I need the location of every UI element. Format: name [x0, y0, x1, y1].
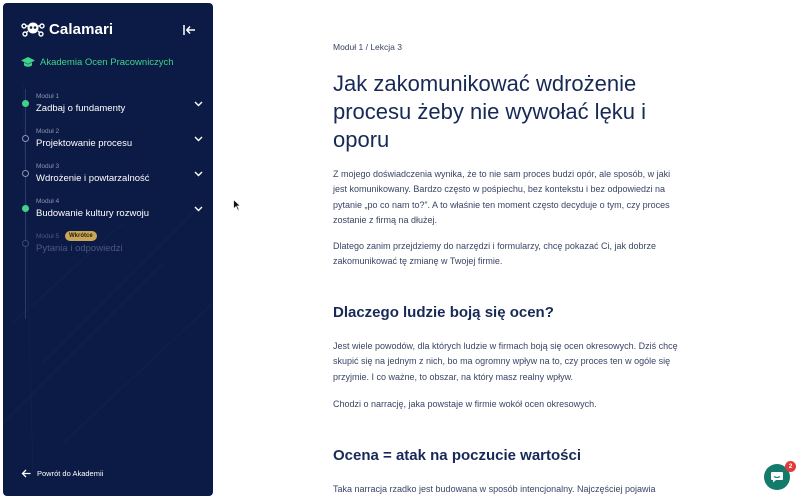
- module-title: Wdrożenie i powtarzalność: [36, 173, 150, 184]
- back-to-academy-link[interactable]: [21, 469, 103, 478]
- module-status-open: [22, 135, 29, 142]
- collapse-sidebar-icon[interactable]: [181, 22, 197, 38]
- module-item-3[interactable]: [3, 159, 213, 194]
- module-status-done: [22, 205, 29, 212]
- academy-link[interactable]: [21, 56, 174, 68]
- module-number: Moduł 4: [36, 198, 60, 205]
- graduation-cap-icon: [21, 56, 35, 68]
- chat-bubble-icon: [770, 470, 784, 484]
- chevron-down-icon[interactable]: [194, 136, 203, 142]
- academy-label: Akademia Ocen Pracowniczych: [40, 56, 174, 68]
- module-number: Moduł 1: [36, 93, 60, 100]
- section-heading: Dlaczego ludzie boją się ocen?: [333, 304, 554, 321]
- chevron-down-icon[interactable]: [194, 206, 203, 212]
- arrow-left-icon: [21, 469, 31, 478]
- module-status-done: [22, 100, 29, 107]
- module-list: [3, 89, 213, 264]
- lesson-title: Jak zakomunikować wdrożenie procesu żeby nie wywołać lęku i oporu: [333, 71, 647, 152]
- lesson-paragraph: Dlatego zanim przejdziemy do narzędzi i formularzy, chcę pokazać Ci, jak dobrze zakomunikować tę zmianę w Twojej firmie.: [333, 241, 656, 267]
- lesson-paragraph: Chodzi o narrację, jaka powstaje w firmie wokół ocen okresowych.: [333, 399, 597, 409]
- lesson-paragraph: Jest wiele powodów, dla których ludzie w firmach boją się ocen okresowych. Dziś chcę skupić się na jednym z nich, bo ma ogromny wpływ na to, czy proces ten w ogóle się przyjmie. I co ważne, to obszar, na który masz realny wpływ.: [333, 341, 678, 382]
- module-title: Budowanie kultury rozwoju: [36, 208, 150, 219]
- logo-text: Calamari: [49, 20, 114, 38]
- lesson-paragraph: Taka narracja rzadko jest budowana w sposób intencjonalny. Najczęściej pojawia: [333, 484, 656, 494]
- coming-soon-badge: Wkrótce: [65, 231, 97, 241]
- module-item-5: [3, 229, 213, 264]
- module-item-2[interactable]: [3, 124, 213, 159]
- module-title: Zadbaj o fundamenty: [36, 103, 126, 114]
- mouse-cursor-icon: [233, 199, 241, 211]
- module-number: Moduł 2: [36, 128, 60, 135]
- section-heading: Ocena = atak na poczucie wartości: [333, 447, 582, 464]
- chat-unread-badge: 2: [785, 461, 796, 472]
- back-label: Powrót do Akademii: [37, 469, 104, 478]
- module-title: Pytania i odpowiedzi: [36, 243, 123, 254]
- logo[interactable]: [21, 20, 113, 38]
- chevron-down-icon[interactable]: [194, 171, 203, 177]
- module-number: Moduł 3: [36, 163, 60, 170]
- breadcrumb: Moduł 1 / Lekcja 3: [333, 42, 402, 52]
- chevron-down-icon[interactable]: [194, 101, 203, 107]
- sidebar: [3, 3, 213, 496]
- module-item-4[interactable]: [3, 194, 213, 229]
- octopus-logo-icon: [21, 20, 45, 38]
- module-status-open: [22, 170, 29, 177]
- lesson-paragraph: Z mojego doświadczenia wynika, że to nie sam proces budzi opór, ale sposób, w jaki jest komunikowany. Bardzo często w pośpiechu, bez kontekstu i bez odpowiedzi na pytanie „po co nam to?”. A to właśnie ten moment często decyduje o tym, czy proces zostanie z firmą na dłużej.: [333, 169, 671, 225]
- module-status-locked: [22, 240, 29, 247]
- module-item-1[interactable]: [3, 89, 213, 124]
- module-title: Projektowanie procesu: [36, 138, 133, 149]
- module-number: Moduł 5: [36, 233, 60, 240]
